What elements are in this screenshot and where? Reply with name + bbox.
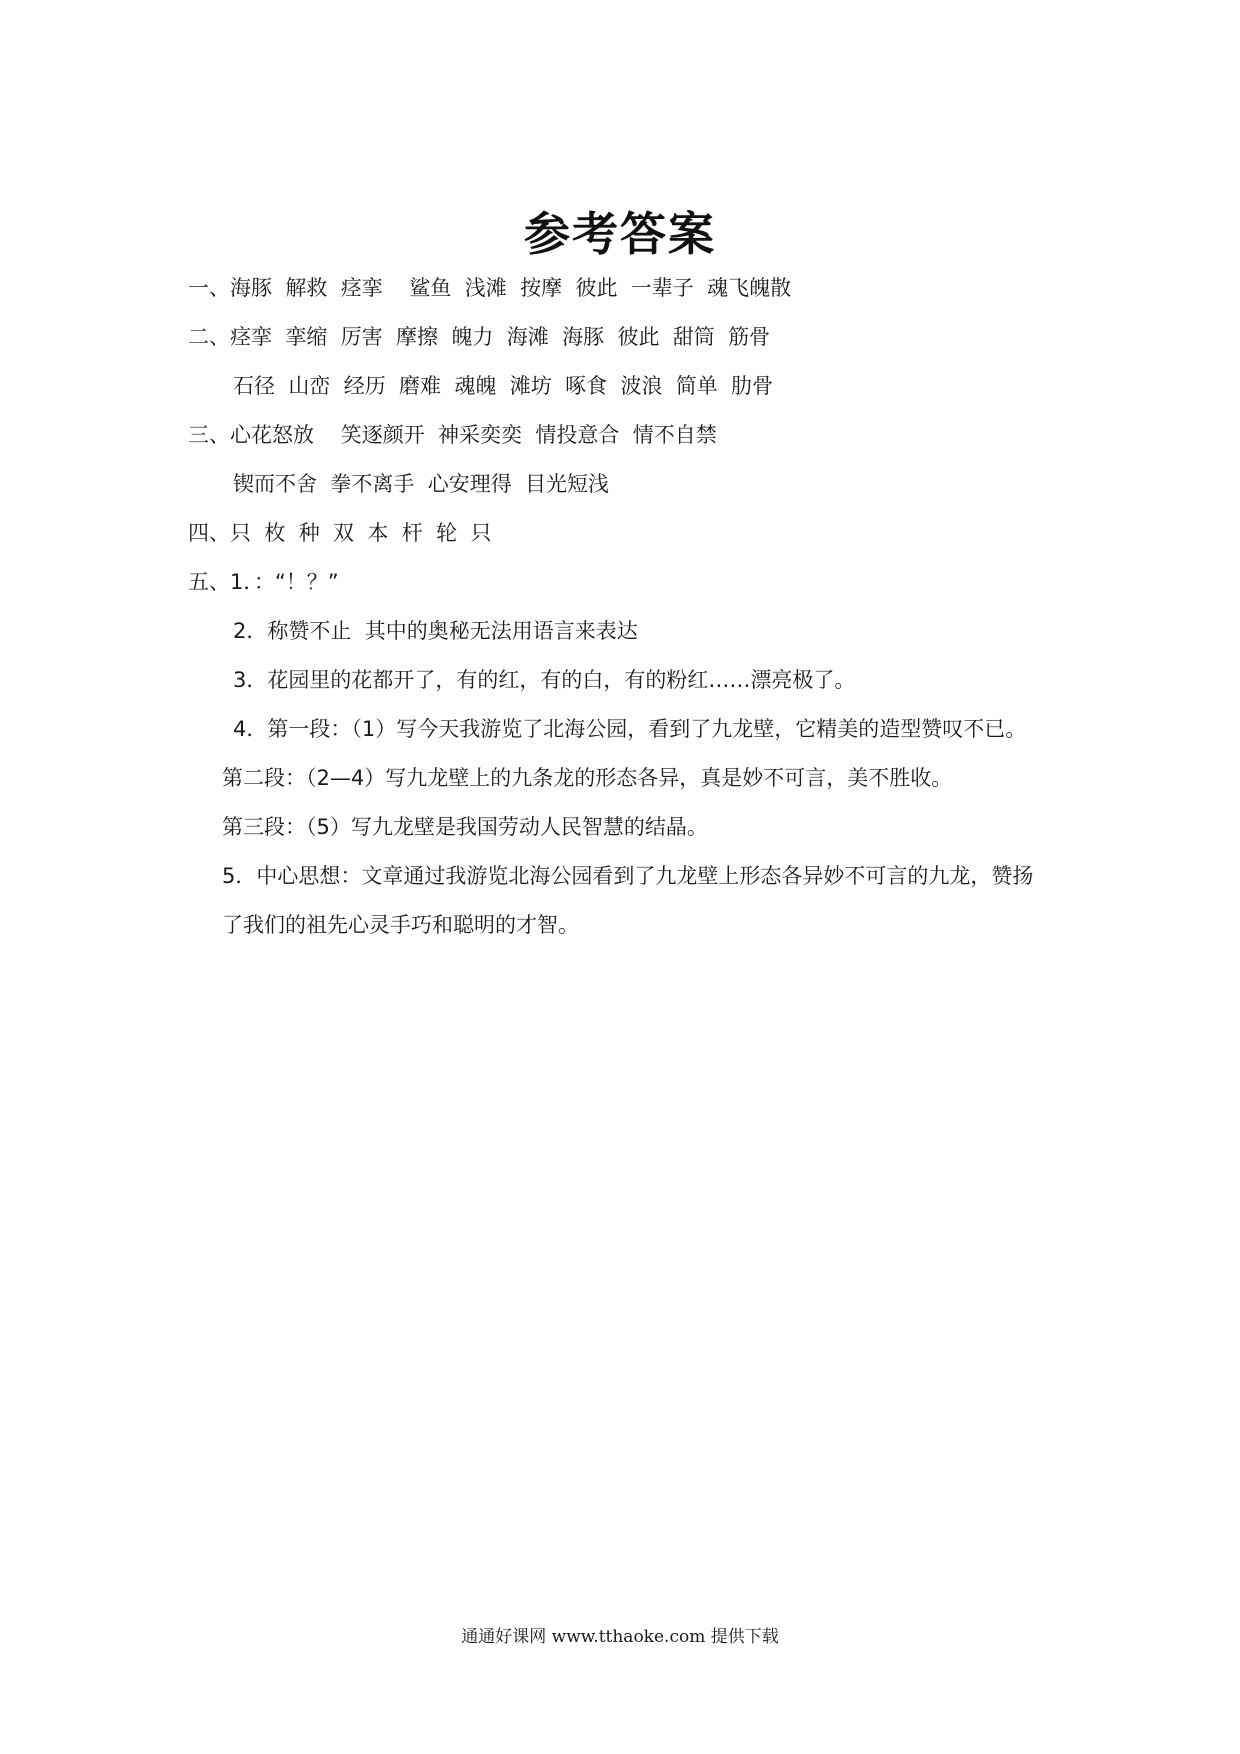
answer-section-5-item-5-line-1: 5．中心思想：文章通过我游览北海公园看到了九龙壁上形态各异妙不可言的九龙，赞扬 [222, 864, 1034, 888]
answer-section-5-item-1: 五、1．：“！？” [188, 570, 339, 594]
answer-section-3-line-2: 锲而不舍 拳不离手 心安理得 目光短浅 [233, 472, 610, 496]
answer-section-2-line-1: 二、痉挛 挛缩 厉害 摩擦 魄力 海滩 海豚 彼此 甜筒 筋骨 [188, 325, 771, 349]
document-title: 参考答案 [524, 207, 716, 261]
answer-section-5-item-5-line-2: 了我们的祖先心灵手巧和聪明的才智。 [222, 913, 579, 937]
page-footer: 通通好课网 www.tthaoke.com 提供下载 [461, 1627, 779, 1647]
answer-section-2-line-2: 石径 山峦 经历 磨难 魂魄 滩坊 啄食 波浪 简单 肋骨 [233, 374, 774, 398]
answer-section-1: 一、海豚 解救 痉挛 鲨鱼 浅滩 按摩 彼此 一辈子 魂飞魄散 [188, 276, 792, 300]
answer-section-5-item-2: 2．称赞不止 其中的奥秘无法用语言来表达 [233, 619, 638, 643]
answer-section-5-item-4-line-1: 4．第一段：（1）写今天我游览了北海公园，看到了九龙壁，它精美的造型赞叹不已。 [233, 717, 1027, 741]
answer-section-5-item-4-line-3: 第三段：（5）写九龙壁是我国劳动人民智慧的结晶。 [222, 815, 708, 839]
answer-section-5-item-4-line-2: 第二段：（2—4）写九龙壁上的九条龙的形态各异，真是妙不可言，美不胜收。 [222, 766, 953, 790]
answer-section-3-line-1: 三、心花怒放 笑逐颜开 神采奕奕 情投意合 情不自禁 [188, 423, 717, 447]
answer-section-4: 四、只 枚 种 双 本 杆 轮 只 [188, 521, 492, 545]
answer-section-5-item-3: 3．花园里的花都开了，有的红，有的白，有的粉红……漂亮极了。 [233, 668, 856, 692]
